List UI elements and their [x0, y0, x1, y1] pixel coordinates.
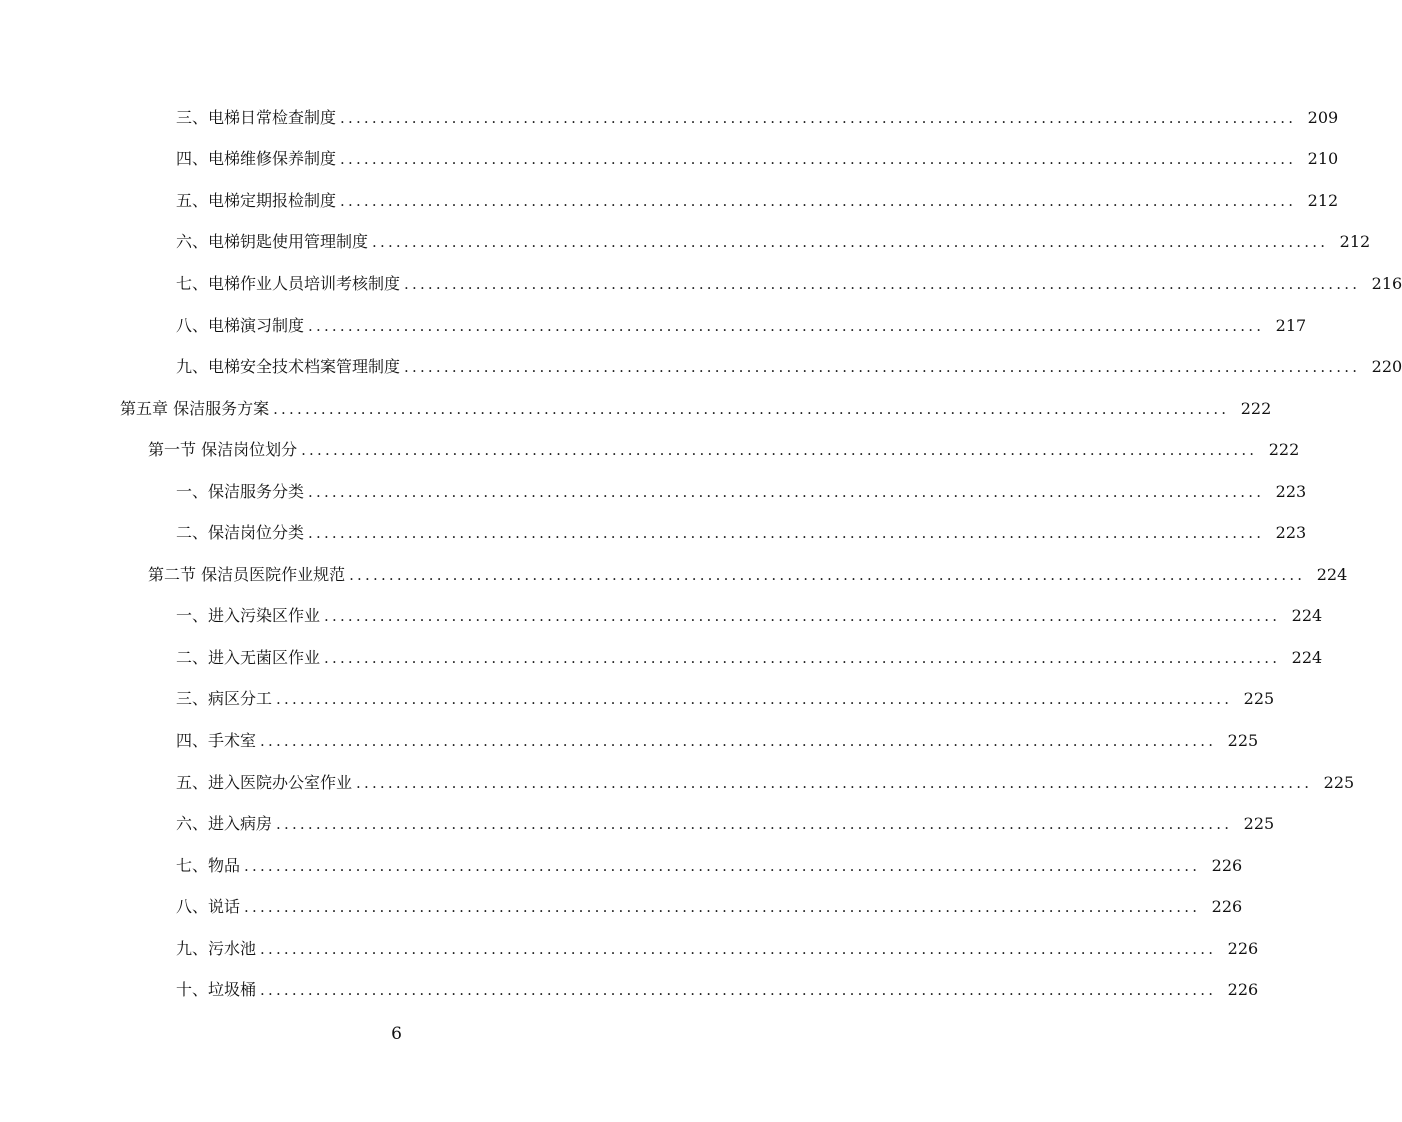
toc-leader-dots: ........................................................................................................................: [260, 731, 1217, 750]
toc-entry-title: 三、病区分工: [176, 689, 273, 709]
toc-entry[interactable]: [0, 97, 1339, 139]
toc-leader-dots: ........................................................................................................................: [244, 856, 1201, 875]
toc-entry-title: 二、进入无菌区作业: [176, 647, 321, 667]
toc-entry-title: 八、说话: [176, 897, 241, 917]
toc-entry-title: 五、进入医院办公室作业: [176, 772, 353, 792]
toc-leader-dots: ........................................................................................................................: [349, 565, 1306, 584]
toc-entry[interactable]: [0, 886, 1243, 928]
toc-leader-dots: ........................................................................................................................: [301, 441, 1258, 460]
toc-leader-dots: ........................................................................................................................: [356, 773, 1313, 792]
toc-entry-page: 223: [1275, 523, 1307, 543]
toc-entry-title: 一、进入污染区作业: [176, 606, 321, 626]
toc-entry-title: 三、电梯日常检查制度: [176, 107, 337, 127]
toc-entry-title: 四、手术室: [176, 730, 257, 750]
toc-entry[interactable]: [0, 720, 1259, 762]
toc-entry[interactable]: [0, 263, 1402, 305]
toc-leader-dots: ........................................................................................................................: [340, 191, 1297, 210]
toc-entry-page: 225: [1227, 730, 1259, 750]
toc-entry[interactable]: [0, 845, 1243, 887]
toc-leader-dots: ........................................................................................................................: [372, 233, 1329, 252]
toc-entry-title: 九、污水池: [176, 938, 257, 958]
toc-entry-title: 七、物品: [176, 855, 241, 875]
toc-entry-page: 226: [1227, 938, 1259, 958]
toc-entry[interactable]: [0, 305, 1307, 347]
toc-leader-dots: ........................................................................................................................: [308, 482, 1265, 501]
toc-leader-dots: ........................................................................................................................: [308, 316, 1265, 335]
toc-entry-page: 216: [1371, 273, 1402, 293]
toc-leader-dots: ........................................................................................................................: [276, 815, 1233, 834]
toc-entry[interactable]: [0, 596, 1323, 638]
toc-entry-title: 九、电梯安全技术档案管理制度: [176, 357, 401, 377]
toc-entry[interactable]: [0, 637, 1323, 679]
toc-entry-page: 225: [1243, 689, 1275, 709]
toc-entry-page: 210: [1307, 149, 1339, 169]
toc-leader-dots: ........................................................................................................................: [340, 108, 1297, 127]
toc-entry-page: 224: [1291, 606, 1323, 626]
toc-leader-dots: ........................................................................................................................: [404, 358, 1361, 377]
toc-entry-page: 220: [1371, 357, 1402, 377]
toc-entry-section[interactable]: [0, 554, 1348, 596]
table-of-contents: [0, 97, 1402, 1011]
toc-entry-page: 224: [1316, 564, 1348, 584]
page-number: 6: [391, 1024, 402, 1044]
toc-entry[interactable]: [0, 139, 1339, 181]
toc-leader-dots: ........................................................................................................................: [244, 898, 1201, 917]
toc-entry-page: 222: [1240, 398, 1272, 418]
toc-entry-section[interactable]: [0, 429, 1300, 471]
toc-entry[interactable]: [0, 969, 1259, 1011]
toc-entry[interactable]: [0, 679, 1275, 721]
toc-entry-title: 第五章 保洁服务方案: [120, 398, 270, 418]
toc-entry[interactable]: [0, 471, 1307, 513]
toc-entry-page: 223: [1275, 481, 1307, 501]
toc-entry-title: 第一节 保洁岗位划分: [148, 440, 298, 460]
toc-leader-dots: ........................................................................................................................: [324, 648, 1281, 667]
toc-leader-dots: ........................................................................................................................: [308, 524, 1265, 543]
toc-entry-title: 五、电梯定期报检制度: [176, 190, 337, 210]
toc-leader-dots: ........................................................................................................................: [324, 607, 1281, 626]
toc-leader-dots: ........................................................................................................................: [260, 981, 1217, 1000]
toc-entry-page: 212: [1307, 190, 1339, 210]
toc-entry-title: 四、电梯维修保养制度: [176, 149, 337, 169]
toc-entry-page: 224: [1291, 647, 1323, 667]
toc-leader-dots: ........................................................................................................................: [276, 690, 1233, 709]
toc-entry-page: 226: [1227, 980, 1259, 1000]
toc-leader-dots: ........................................................................................................................: [260, 939, 1217, 958]
toc-entry[interactable]: [0, 222, 1371, 264]
toc-entry-title: 二、保洁岗位分类: [176, 523, 305, 543]
toc-entry[interactable]: [0, 762, 1355, 804]
toc-leader-dots: ........................................................................................................................: [340, 150, 1297, 169]
toc-entry-title: 八、电梯演习制度: [176, 315, 305, 335]
toc-entry[interactable]: [0, 803, 1275, 845]
toc-entry[interactable]: [0, 180, 1339, 222]
toc-entry-title: 六、进入病房: [176, 814, 273, 834]
toc-entry-title: 一、保洁服务分类: [176, 481, 305, 501]
toc-entry-title: 七、电梯作业人员培训考核制度: [176, 273, 401, 293]
toc-entry-page: 209: [1307, 107, 1339, 127]
toc-entry[interactable]: [0, 346, 1402, 388]
toc-entry-title: 十、垃圾桶: [176, 980, 257, 1000]
toc-leader-dots: ........................................................................................................................: [404, 274, 1361, 293]
toc-entry-page: 226: [1211, 897, 1243, 917]
toc-entry-page: 226: [1211, 855, 1243, 875]
toc-entry-page: 212: [1339, 232, 1371, 252]
toc-entry[interactable]: [0, 512, 1307, 554]
toc-entry-title: 第二节 保洁员医院作业规范: [148, 564, 346, 584]
toc-entry-page: 222: [1268, 440, 1300, 460]
toc-entry-page: 225: [1323, 772, 1355, 792]
toc-entry-page: 225: [1243, 814, 1275, 834]
toc-entry-page: 217: [1275, 315, 1307, 335]
toc-entry-chapter[interactable]: [0, 388, 1272, 430]
toc-leader-dots: ........................................................................................................................: [273, 399, 1230, 418]
toc-entry-title: 六、电梯钥匙使用管理制度: [176, 232, 369, 252]
toc-entry[interactable]: [0, 928, 1259, 970]
